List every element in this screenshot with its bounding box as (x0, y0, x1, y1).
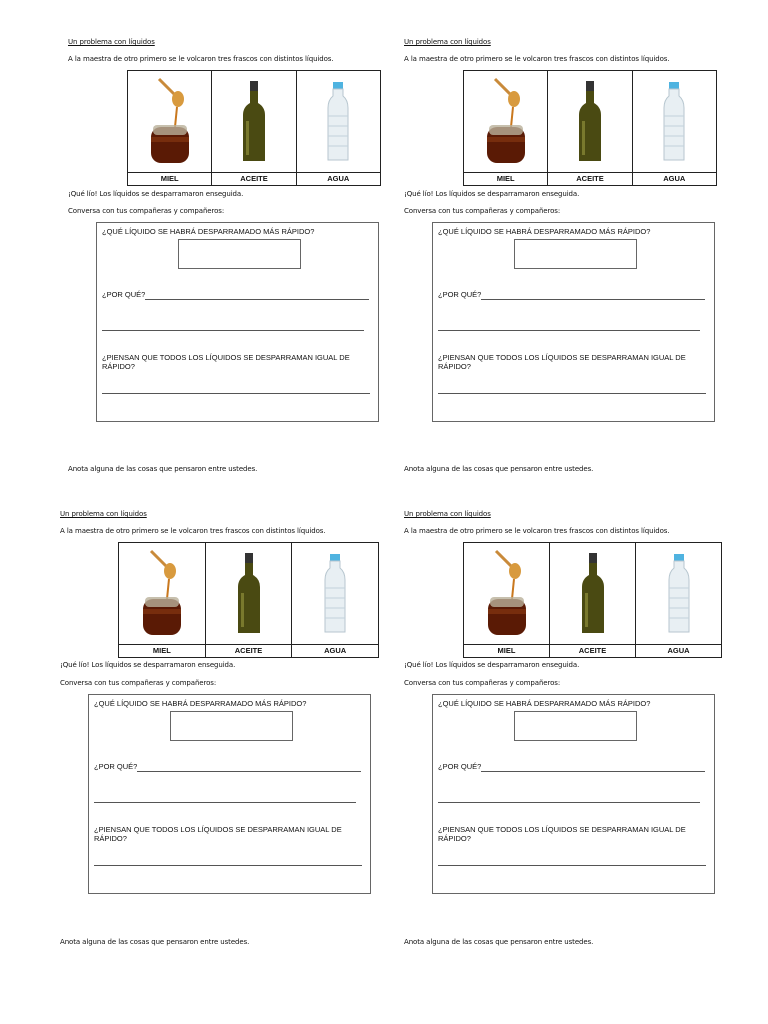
note-text: Anota alguna de las cosas que pensaron entre ustedes. (60, 938, 250, 946)
spill-text: ¡Qué lío! Los líquidos se desparramaron enseguida. (404, 190, 580, 198)
question-2: ¿POR QUÉ? (102, 290, 146, 299)
question-1: ¿QUÉ LÍQUIDO SE HABRÁ DESPARRAMADO MÁS RÁPIDO? (438, 699, 651, 708)
liquid-label-oil: ACEITE (550, 644, 635, 657)
liquids-table (463, 70, 717, 186)
question-box (96, 222, 379, 422)
spill-text: ¡Qué lío! Los líquidos se desparramaron enseguida. (404, 661, 580, 669)
card-intro: A la maestra de otro primero se le volcaron tres frascos con distintos líquidos. (60, 527, 326, 535)
liquid-label-water: AGUA (297, 172, 380, 185)
liquid-label-honey: MIEL (464, 644, 549, 657)
question-3: ¿PIENSAN QUE TODOS LOS LÍQUIDOS SE DESPARRAMAN IGUAL DE RÁPIDO? (94, 825, 342, 843)
question-box (432, 222, 715, 422)
oil-bottle-icon (239, 81, 269, 163)
answer-line[interactable] (438, 865, 706, 866)
talk-text: Conversa con tus compañeras y compañeros: (68, 207, 225, 215)
water-bottle-icon (661, 82, 687, 162)
talk-text: Conversa con tus compañeras y compañeros: (404, 679, 561, 687)
answer-line[interactable] (137, 771, 361, 772)
liquid-label-water: AGUA (636, 644, 721, 657)
liquid-cell-honey (128, 71, 212, 185)
answer-line[interactable] (481, 299, 705, 300)
question-2: ¿POR QUÉ? (94, 762, 138, 771)
question-1: ¿QUÉ LÍQUIDO SE HABRÁ DESPARRAMADO MÁS RÁPIDO? (438, 227, 651, 236)
liquid-cell-water (297, 71, 380, 185)
answer-line[interactable] (438, 330, 700, 331)
spill-text: ¡Qué lío! Los líquidos se desparramaron enseguida. (60, 661, 236, 669)
answer-line[interactable] (94, 865, 362, 866)
liquid-cell-oil (212, 71, 296, 185)
note-text: Anota alguna de las cosas que pensaron entre ustedes. (68, 465, 258, 473)
answer-line[interactable] (94, 802, 356, 803)
answer-line[interactable] (481, 771, 705, 772)
answer-box[interactable] (178, 239, 301, 269)
liquids-table (118, 542, 379, 658)
water-bottle-icon (325, 82, 351, 162)
card-intro: A la maestra de otro primero se le volcaron tres frascos con distintos líquidos. (68, 55, 334, 63)
answer-line[interactable] (102, 393, 370, 394)
liquid-label-water: AGUA (633, 172, 716, 185)
oil-bottle-icon (234, 553, 264, 635)
liquid-cell-honey (119, 543, 206, 657)
oil-bottle-icon (578, 553, 608, 635)
card-title: Un problema con líquidos (404, 510, 491, 518)
card-intro: A la maestra de otro primero se le volcaron tres frascos con distintos líquidos. (404, 55, 670, 63)
card-title: Un problema con líquidos (60, 510, 147, 518)
liquid-label-honey: MIEL (119, 644, 205, 657)
spill-text: ¡Qué lío! Los líquidos se desparramaron enseguida. (68, 190, 244, 198)
question-1: ¿QUÉ LÍQUIDO SE HABRÁ DESPARRAMADO MÁS RÁPIDO? (102, 227, 315, 236)
liquid-label-oil: ACEITE (212, 172, 295, 185)
liquid-cell-honey (464, 71, 548, 185)
note-text: Anota alguna de las cosas que pensaron entre ustedes. (404, 938, 594, 946)
water-bottle-icon (666, 554, 692, 634)
liquid-label-honey: MIEL (128, 172, 211, 185)
answer-line[interactable] (145, 299, 369, 300)
liquid-label-water: AGUA (292, 644, 378, 657)
question-box (432, 694, 715, 894)
liquid-label-oil: ACEITE (548, 172, 631, 185)
answer-line[interactable] (438, 802, 700, 803)
question-2: ¿POR QUÉ? (438, 762, 482, 771)
liquid-cell-water (636, 543, 721, 657)
liquids-table (463, 542, 722, 658)
answer-box[interactable] (514, 239, 637, 269)
card-title: Un problema con líquidos (404, 38, 491, 46)
liquid-cell-honey (464, 543, 550, 657)
oil-bottle-icon (575, 81, 605, 163)
water-bottle-icon (322, 554, 348, 634)
question-3: ¿PIENSAN QUE TODOS LOS LÍQUIDOS SE DESPARRAMAN IGUAL DE RÁPIDO? (438, 825, 686, 843)
question-1: ¿QUÉ LÍQUIDO SE HABRÁ DESPARRAMADO MÁS RÁPIDO? (94, 699, 307, 708)
answer-line[interactable] (102, 330, 364, 331)
question-2: ¿POR QUÉ? (438, 290, 482, 299)
liquid-cell-water (633, 71, 716, 185)
answer-line[interactable] (438, 393, 706, 394)
question-3: ¿PIENSAN QUE TODOS LOS LÍQUIDOS SE DESPARRAMAN IGUAL DE RÁPIDO? (102, 353, 350, 371)
answer-box[interactable] (170, 711, 293, 741)
liquid-label-honey: MIEL (464, 172, 547, 185)
honey-jar-icon (145, 77, 195, 167)
liquids-table (127, 70, 381, 186)
note-text: Anota alguna de las cosas que pensaron entre ustedes. (404, 465, 594, 473)
liquid-cell-oil (548, 71, 632, 185)
liquid-cell-water (292, 543, 378, 657)
talk-text: Conversa con tus compañeras y compañeros: (404, 207, 561, 215)
talk-text: Conversa con tus compañeras y compañeros: (60, 679, 217, 687)
liquid-label-oil: ACEITE (206, 644, 292, 657)
card-title: Un problema con líquidos (68, 38, 155, 46)
card-intro: A la maestra de otro primero se le volcaron tres frascos con distintos líquidos. (404, 527, 670, 535)
answer-box[interactable] (514, 711, 637, 741)
honey-jar-icon (137, 549, 187, 639)
honey-jar-icon (481, 77, 531, 167)
liquid-cell-oil (550, 543, 636, 657)
question-box (88, 694, 371, 894)
honey-jar-icon (482, 549, 532, 639)
question-3: ¿PIENSAN QUE TODOS LOS LÍQUIDOS SE DESPARRAMAN IGUAL DE RÁPIDO? (438, 353, 686, 371)
liquid-cell-oil (206, 543, 293, 657)
